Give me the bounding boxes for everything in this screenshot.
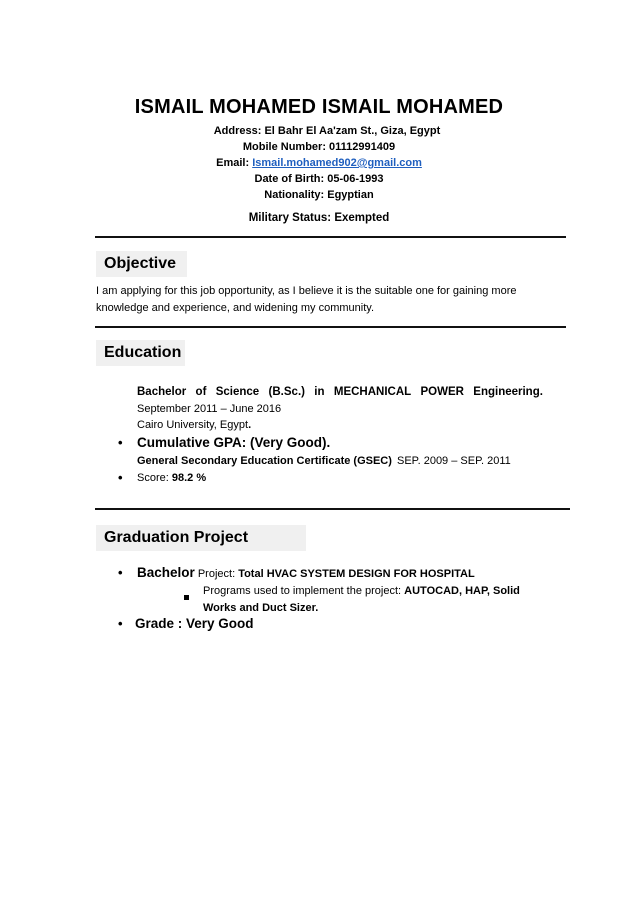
divider-education xyxy=(95,508,570,510)
degree-period: September 2011 – June 2016 xyxy=(137,403,282,415)
degree-word: Science xyxy=(215,386,260,398)
project-label: Project: xyxy=(194,568,239,580)
secondary-certificate: General Secondary Education Certificate (GSEC) xyxy=(137,455,392,467)
objective-heading: Objective xyxy=(104,255,177,272)
email-label: Email: xyxy=(216,157,253,169)
bullet-icon: • xyxy=(118,470,123,485)
grade-line: Grade : Very Good xyxy=(135,616,254,631)
bullet-icon: • xyxy=(118,435,123,450)
score-value: 98.2 % xyxy=(171,472,207,484)
email-line xyxy=(0,157,638,169)
programs-line-2: Works and Duct Sizer. xyxy=(203,602,319,614)
education-heading-box xyxy=(96,340,185,366)
objective-text-line: knowledge and experience, and widening my community. xyxy=(96,302,375,314)
bachelor-label: Bachelor xyxy=(137,565,195,580)
programs-label: Programs used to implement the project: xyxy=(203,585,405,597)
programs-block xyxy=(203,583,520,617)
email-link[interactable]: Ismail.mohamed902@gmail.com xyxy=(252,157,422,169)
address-line: Address: El Bahr El Aa'zam St., Giza, Egypt xyxy=(213,125,441,137)
mobile-line: Mobile Number: 01112991409 xyxy=(242,141,396,153)
programs-line xyxy=(203,583,520,600)
programs-value: AUTOCAD, HAP, Solid xyxy=(404,585,520,597)
resume-name: ISMAIL MOHAMED ISMAIL MOHAMED xyxy=(134,96,504,118)
education-heading: Education xyxy=(104,344,182,361)
graduation-heading-box xyxy=(96,525,306,551)
secondary-period: SEP. 2009 – SEP. 2011 xyxy=(397,455,511,467)
degree-word: Engineering. xyxy=(473,386,543,398)
score-line xyxy=(137,472,206,484)
score-label: Score: xyxy=(137,472,172,484)
objective-text xyxy=(96,283,566,317)
gpa-line: Cumulative GPA: (Very Good). xyxy=(137,435,331,450)
degree-word: of xyxy=(195,386,207,398)
degree-word: in xyxy=(314,386,325,398)
nationality-line: Nationality: Egyptian xyxy=(264,189,374,201)
dob-line: Date of Birth: 05-06-1993 xyxy=(254,173,384,185)
graduation-heading: Graduation Project xyxy=(104,529,249,546)
divider-objective xyxy=(95,326,566,328)
degree-word: MECHANICAL xyxy=(333,386,412,398)
objective-text-line: I am applying for this job opportunity, as I believe it is the suitable one for gaining more xyxy=(96,285,517,297)
degree-word: (B.Sc.) xyxy=(268,386,305,398)
project-line xyxy=(137,565,475,580)
degree-word: Bachelor xyxy=(137,386,187,398)
university-period: . xyxy=(248,419,252,431)
square-bullet-icon xyxy=(184,587,189,605)
bullet-icon: • xyxy=(118,616,123,631)
military-line: Military Status: Exempted xyxy=(248,212,390,224)
university-name: Cairo University, Egypt xyxy=(137,419,249,431)
bullet-icon: • xyxy=(118,565,123,580)
degree-word: POWER xyxy=(420,386,464,398)
project-title: Total HVAC SYSTEM DESIGN FOR HOSPITAL xyxy=(238,568,475,580)
degree-line xyxy=(137,386,543,398)
university-line xyxy=(137,419,251,431)
objective-heading-box xyxy=(96,251,187,277)
divider-header xyxy=(95,236,566,238)
